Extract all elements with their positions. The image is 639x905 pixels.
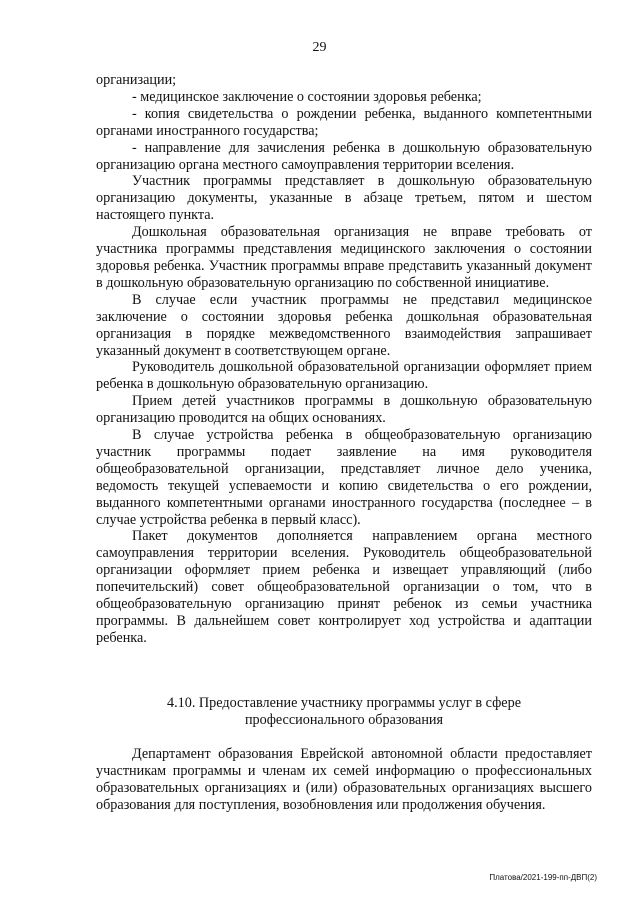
paragraph: Прием детей участников программы в дошкольную образовательную организацию проводится на общих основаниях. <box>96 393 592 427</box>
paragraph: Пакет документов дополняется направлением органа местного самоуправления территории вселения. Руководитель общеобразовательной организации оформляет прием ребенка и извещает управляющий (либо попечительский) совет общеобразовательной организации о том, что в общеобразовательную организацию принят ребенок из семьи участника программы. В дальнейшем совет контролирует ход устройства и адаптации ребенка. <box>96 528 592 646</box>
paragraph: - направление для зачисления ребенка в дошкольную образовательную организацию органа местного самоуправления территории вселения. <box>96 139 592 173</box>
document-code: Платова/2021-199-пп-ДВП(2) <box>489 873 597 882</box>
paragraph: В случае устройства ребенка в общеобразовательную организацию участник программы подает заявление на имя руководителя общеобразовательной организации, представляет личное дело ученика, ведомость текущей успеваемости и копию свидетельства о его рождении, выданного компетентными органами иностранного государства (последнее – в случае устройства ребенка в первый класс). <box>96 427 592 528</box>
document-body <box>96 72 592 647</box>
paragraph: Руководитель дошкольной образовательной организации оформляет прием ребенка в дошкольную образовательную организацию. <box>96 359 592 393</box>
paragraph: Дошкольная образовательная организация не вправе требовать от участника программы представления медицинского заключения о состоянии здоровья ребенка. Участник программы вправе представить указанный документ в дошкольную образовательную организацию по собственной инициативе. <box>96 224 592 291</box>
section-body <box>96 746 592 814</box>
paragraph: В случае если участник программы не представил медицинское заключение о состоянии здоровья ребенка дошкольная образовательная организация в порядке межведомственного взаимодействия запрашивает указанный документ в соответствующем органе. <box>96 291 592 359</box>
paragraph: - копия свидетельства о рождении ребенка, выданного компетентными органами иностранного государства; <box>96 105 592 139</box>
section-heading <box>96 695 592 729</box>
paragraph: - медицинское заключение о состоянии здоровья ребенка; <box>132 88 482 105</box>
section-heading-line: 4.10. Предоставление участнику программы услуг в сфере <box>166 695 521 711</box>
paragraph: Департамент образования Еврейской автономной области предоставляет участникам программы и членам их семей информацию о профессиональных образовательных организациях и (или) образовательных организациях высшего образования для поступления, возобновления или продолжения обучения. <box>96 746 592 813</box>
paragraph: Участник программы представляет в дошкольную образовательную организацию документы, указанные в абзаце третьем, пятом и шестом настоящего пункта. <box>96 173 592 224</box>
page-number: 29 <box>312 40 327 55</box>
paragraph: организации; <box>96 72 177 88</box>
section-heading-line: профессионального образования <box>244 712 444 728</box>
